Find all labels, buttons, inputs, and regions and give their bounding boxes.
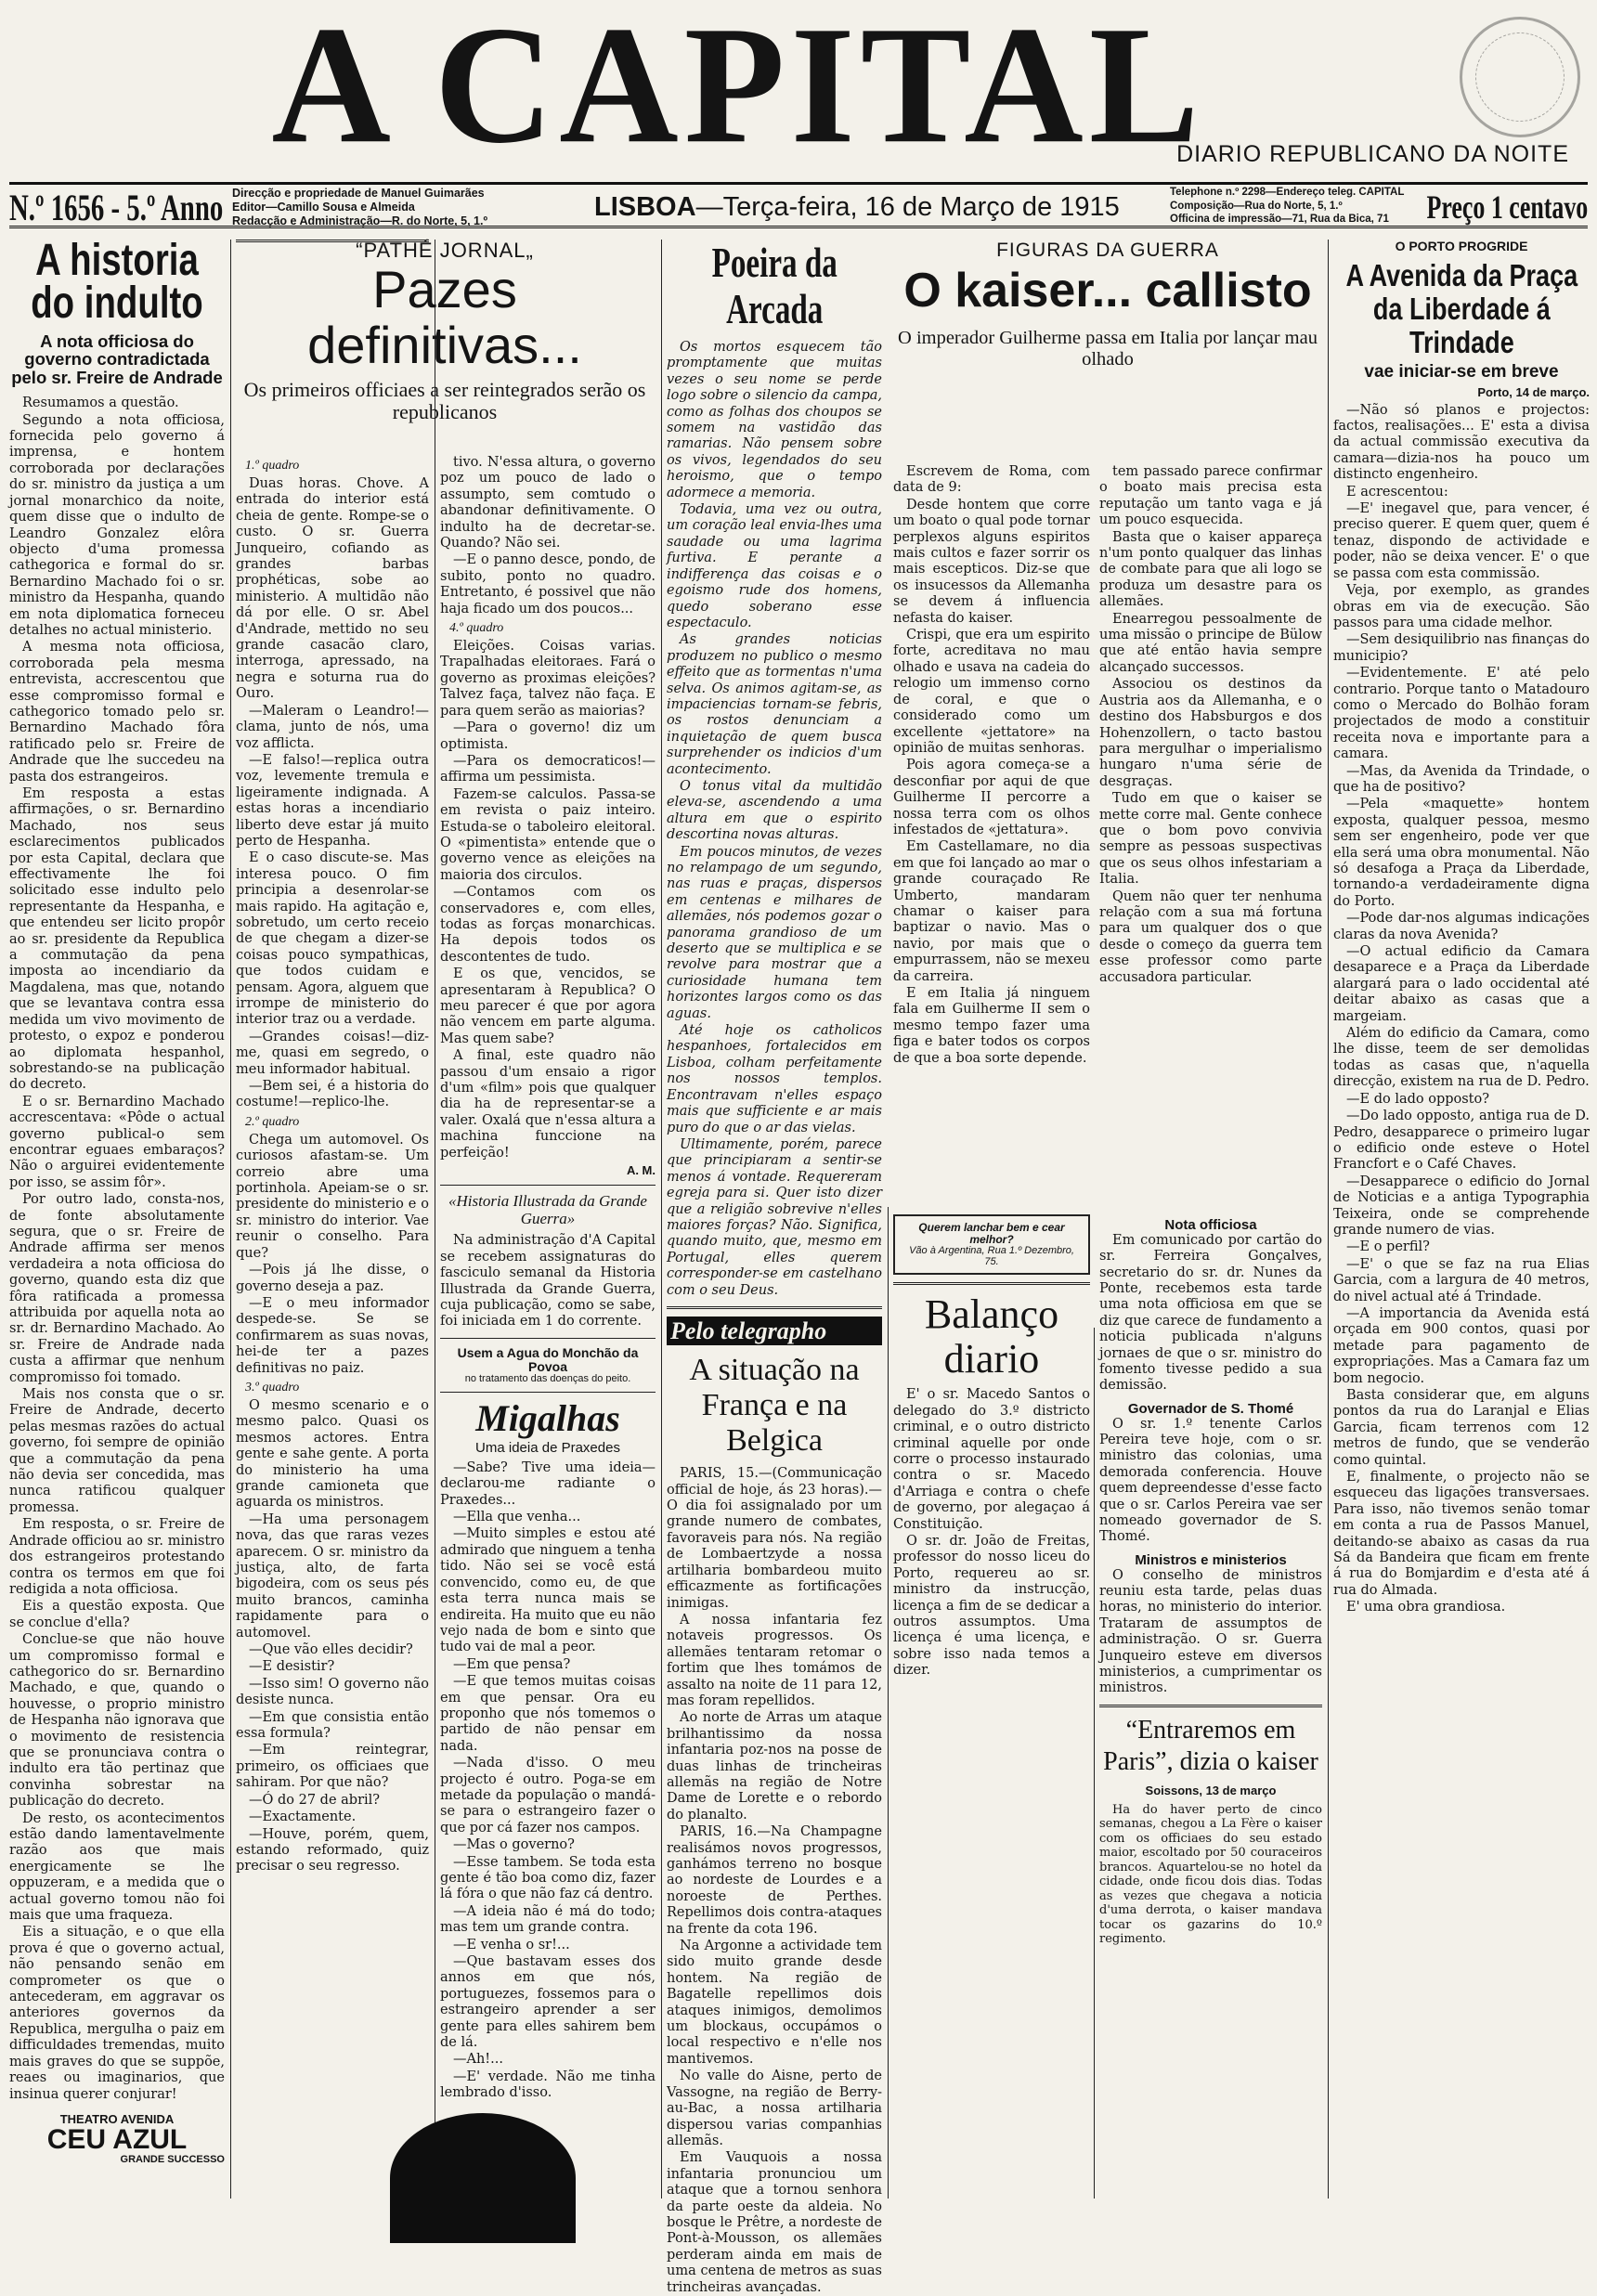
paragraph: Quem não quer ter nenhuma relação com a sua má fortuna para um qualquer dos o que desde o começo da guerra tem esse professor como parte accusadora particular.	[1099, 889, 1322, 985]
article-body	[1099, 464, 1322, 986]
paragraph: —Sem desiquilibrio nas finanças do municipio?	[1333, 632, 1590, 664]
paragraph: —E' o que se faz na rua Elias Garcia, com a largura de 40 metros, do nivel actual até á Trindade.	[1333, 1256, 1590, 1304]
masthead	[0, 0, 1597, 176]
column-rule	[888, 1207, 889, 2199]
kicker: “PATHÉ JORNAL„	[356, 239, 534, 262]
paragraph: Basta considerar que, em alguns pontos da rua do Laranjal e Elias Garcia, ficam terrenos com 12 metros de fundo, que se venderão como quintal.	[1333, 1388, 1590, 1468]
kaiser-body-right	[1099, 464, 1322, 1207]
paragraph: —E venha o sr!...	[453, 1937, 570, 1952]
paragraph: As grandes noticias produzem no publico o mesmo effeito que as tormentas n'uma selva. Os animos agitam-se, as impaciencias tornam-se febris, os rostos denunciam a inquietação de quem busca surprehender os indicios d'um acontecimento.	[667, 632, 882, 777]
deck: vae iniciar-se em breve	[1364, 361, 1559, 382]
paragraph: O mesmo scenario e o mesmo palco. Quasi os mesmos actores. Entra gente e sahe gente. A porta do ministerio ha uma grande camioneta que aguarda os ministros.	[236, 1397, 429, 1511]
paragraph: De resto, os acontecimentos estão dando lamentavelmente razão aos que mais energicamente se lhe oppuzeram, e a medida que o actual governo tomou não foi mais que uma fraqueza.	[9, 1810, 225, 1924]
paragraph: Mais nos consta que o sr. Freire de Andrade, decerto pelas mesmas razões do actual governo, foi sempre de opinião que a commutação da pena não devia ser concedida, mas nunca ratificou qualquer promessa.	[9, 1387, 225, 1515]
article-body	[893, 464, 1090, 1067]
paragraph: O sr. dr. João de Freitas, professor do nosso liceu do Porto, requereu ao sr. ministro da instrucção, licença a fim de se dedicar a outros assumptos. Uma licença é uma licença, e sobre isso nada temos a dizer.	[893, 1534, 1090, 1679]
paragraph: —Em reintegrar, primeiro, os officiaes que sahiram. Por que não?	[236, 1743, 429, 1791]
paragraph: Por outro lado, consta-nos, de fonte absolutamente segura, que o sr. Freire de Andrade affirma ser menos verdadeira a nota officiosa do governo, quando esta diz que fôra ratificada a promessa attribuida por aquella nota ao sr. dr. Bernardino Machado. Ao sr. Freire de Andrade nada custa a affirmar que nenhum compromisso foi tomado.	[9, 1192, 225, 1385]
paragraph: Veja, por exemplo, as grandes obras em via de execução. São passos para uma cidade melhor.	[1333, 583, 1590, 630]
migalhas-headline: Migalhas	[475, 1397, 620, 1440]
paragraph: E o caso discute-se. Mas interesa pouco. O fim principia a desenrolar-se mais rapido. Ha agitação e, sobretudo, um certo receio de que chegam a dizer-se coisas pouco sympathicas, que todos cuidam e pensam. Agora, alguem que irrompe de ministerio do interior traz ou a verdade.	[236, 850, 429, 1028]
paragraph: —O actual edificio da Camara desaparece e a Praça da Liberdade alargará para o lado occidental até deitar abaixo as casas que a margeiam.	[1333, 944, 1590, 1024]
nota-body: Em comunicado por cartão do sr. Ferreira Gonçalves, secretario do sr. dr. Nunes da Ponte, recebemos esta tarde uma nota officiosa em que se diz que carece de fundamento a noticia publicada n'alguns jornaes de que o sr. ministro do fomento tivesse pedido a sua demissão.	[1099, 1232, 1322, 1394]
paragraph: Crispi, que era um espirito forte, acreditava no mau olhado e usava na cadeia do relogio um immenso corno de coral, e que o considerado como um excellente «jettatore» na opinião de muitas senhoras.	[893, 628, 1090, 756]
paragraph: Ao norte de Arras um ataque brilhantissimo da nossa infantaria poz-nos na posse de duas linhas de trincheiras allemãs na região de Notre Dame de Lorette e o rebordo do planalto.	[667, 1710, 882, 1823]
dateline	[594, 192, 1120, 223]
article-pazes-header	[236, 240, 654, 453]
paragraph: —Desapparece o edificio do Jornal de Noticias e a antiga Typographia Teixeira, onde se comprehende grande numero de vias.	[1333, 1174, 1590, 1238]
article-indulto	[9, 236, 225, 2203]
pazes-body-right	[440, 455, 656, 2200]
paragraph: E' uma obra grandiosa.	[1346, 1600, 1506, 1615]
article-kaiser-header	[893, 240, 1322, 462]
dateline: Porto, 14 de março.	[1477, 384, 1590, 399]
divider	[440, 1338, 656, 1339]
paris-body: Ha do haver perto de cinco semanas, chegou a La Fère o kaiser com os officiaes do seu estado maior, escoltado por 50 couraceiros brancos. Aquartelou-se no hotel da cidade, onde ficou dois dias. Todas as vezes que chegava a noticia d'uma derrota, o kaiser mandava tocar os gazarins do 10.º regimento.	[1099, 1802, 1322, 1947]
paragraph: E' o sr. Macedo Santos o delegado do 3.º districto criminal, e o outro districto criminal aquelle por onde corre o processo instaurado contra o sr. Macedo d'Arriaga e contra o chefe de governo, por alegaçao á Constituição.	[893, 1387, 1090, 1532]
telegraph-banner	[667, 1317, 882, 1345]
article-body	[1333, 403, 1590, 1616]
paragraph: E o sr. Bernardino Machado accrescentava: «Pôde o actual governo publical-o sem encontrar eguaes embaraços? Não o arguirei evidentemente por isso, se assim fôr».	[9, 1094, 225, 1190]
directors-block	[232, 187, 529, 228]
paragraph: PARIS, 16.—Na Champagne realisámos novos progressos, ganhámos terreno no bosque ao nordeste de Lourdes e a noroeste de Perthes. Repellimos dois contra-ataques na frente da cota 196.	[667, 1824, 882, 1937]
column-rule	[1094, 1328, 1095, 2199]
war-headline: A situação na França e na Belgica	[689, 1353, 860, 1459]
paragraph: Escrevem de Roma, com data de 9:	[893, 464, 1090, 496]
paragraph: A final, este quadro não passou d'um ensaio a rigor d'um «film» pois que qualquer dia ha de representar-se a valer. Oxalá que n'essa altura a machina funccione na perfeição!	[440, 1048, 656, 1161]
paragraph: E os que, vencidos, se apresentaram à Republica? O meu parecer é que por agora não vencem em parte alguma. Mas quem sabe?	[440, 966, 656, 1046]
paragraph: —Evidentemente. E' até pelo contrario. Porque tanto o Matadouro como o Mercado do Bolhão foram projectados de modo a constituir receita nova e importante para a camara.	[1333, 666, 1590, 762]
signature: A. M.	[626, 1163, 656, 1178]
paragraph: E em Italia já ninguem fala em Guilherme II sem o mesmo tempo fazer uma figa e bater todos os corpos de que a boa sorte depende.	[893, 986, 1090, 1066]
column-rule	[230, 240, 231, 2199]
paris-headline: “Entraremos em Paris”, dizia o kaiser	[1103, 1715, 1318, 1776]
paragraph: Em Castellamare, no dia em que foi lançado ao mar o grande couraçado Re Umberto, mandaram chamar o kaiser para baptizar o navio. Mas o navio, por mais que o empurrassem, não se mexeu da carreira.	[893, 839, 1090, 984]
paragraph: No valle do Aisne, perto de Vassogne, na região de Berry-au-Bac, a nossa artilharia dispersou varias companhias allemãs.	[667, 2069, 882, 2148]
paragraph: Desde hontem que corre um boato o qual pode tornar perplexos alguns espiritos mais cultos e fazer sorrir os mais escepticos. Diz-se que os insucessos da Allemanha se devem á influencia nefasta do kaiser.	[893, 497, 1090, 626]
paragraph: —E' verdade. Não me tinha lembrado d'isso.	[440, 2069, 656, 2101]
ministros-heading: Ministros e ministerios	[1135, 1551, 1287, 1568]
price: Preço 1 centavo	[1426, 188, 1588, 226]
paragraph: Em poucos minutos, de vezes no relampago de um segundo, nas ruas e praças, dispersos em centenas e milhares de allemães, nós podemos gozar o panorama grandioso de um deserto que se multiplica e se revolve para mostrar que a curiosidade humana tem horizontes largos como os das aguas.	[667, 844, 882, 1021]
paragraph: —Que bastavam esses dos annos em que nós, portuguezes, fossemos para o estrangeiro aprender a ser gente para elles sahirem bem de lá.	[440, 1954, 656, 2051]
paragraph: —Não só planos e projectos: factos, realisações... E' esta a divisa da actual commissão executiva da camara—dizia-nos ha pouco um distincto engenheiro.	[1333, 402, 1590, 483]
dateline-date: —Terça-feira, 16 de Março de 1915	[695, 192, 1120, 222]
paris-dateline: Soissons, 13 de março	[1145, 1783, 1277, 1797]
paragraph: Em resposta a estas affirmações, o sr. Bernardino Machado, nos seus esclarecimentos publicados por esta Capital, declara que effectivamente lhe foi solicitado esse indulto pelo representante da Hespanha, e que entendeu ser licito propôr ao sr. presidente da Republica a commutação da pena imposta ao incendiario da Magdalena, mas que, notando que se levantava contra essa medida um vivo movimento de protesto, o expoz e ponderou ao diplomata hespanhol, sobrestando-se na publicação do decreto.	[9, 786, 225, 1093]
thome-body: O sr. 1.º tenente Carlos Pereira teve hoje, com o sr. ministro das colonias, uma demorada conferencia. Houve quem depreendesse d'esse facto que o sr. Carlos Pereira vae ser nomeado governador de S. Thomé.	[1099, 1416, 1322, 1545]
office-line: Redacção e Administração—R. do Norte, 5, 1.º	[232, 214, 488, 227]
paragraph: —E o panno desce, pondo, de subito, ponto no quadro. Entretanto, é possivel que não haja ficado um dos poucos...	[440, 552, 656, 616]
paragraph: —Do lado opposto, antiga rua de D. Pedro, desapparece o primeiro lugar o edificio onde esteve o Hotel Francfort e o Café Chaves.	[1333, 1109, 1590, 1173]
divider	[667, 1306, 882, 1309]
article-body	[236, 459, 429, 1875]
paragraph: —Que vão elles decidir?	[249, 1642, 413, 1658]
paragraph: —E falso!—replica outra voz, levemente tremula e ligeiramente indignada. A estas horas a incendiario liberto deve estar já muito perto de Hespanha.	[236, 752, 429, 849]
ad-play-name: CEU AZUL	[46, 2123, 188, 2155]
divider	[440, 1185, 656, 1186]
paragraph: Até hoje os catholicos hespanhoes, fortalecidos em Lisboa, colham perfeitamente nos nossos templos. Encontravam n'elles espaço mais que sufficiente e ar mais puro do que o ar das vielas.	[667, 1023, 882, 1135]
article-poeira	[667, 239, 882, 2295]
kaiser-body-left	[893, 464, 1090, 1207]
paragraph: Conclue-se que não houve um compromisso formal e cathegorico do sr. Bernardino Machado, e que, quando o houvesse, o proprio ministro de Hespanha não ignorava que o movimento de resistencia que se pronunciava contra o indulto era tão pertinaz que convinha sobrestar na publicação do decreto.	[9, 1632, 225, 1810]
article-body	[667, 340, 882, 1299]
section-subheading: 4.º quadro	[449, 621, 504, 636]
ink-blot-icon	[390, 2113, 576, 2243]
paragraph: —Mas, da Avenida da Trindade, o que ha de positivo?	[1333, 763, 1590, 795]
printing-line: Officina de impressão—71, Rua da Bica, 71	[1170, 214, 1389, 225]
paragraph: —Muito simples e estou até admirado que ninguem a tenha tido. Não sei se você está convencido, como eu, de que esta terra nunca mais se endireita. Ha muito que eu não vejo nada de bom e sinto que tudo vai de mal a peor.	[440, 1526, 656, 1655]
paragraph: —Ah!...	[453, 2052, 503, 2068]
ad-tagline: GRANDE SUCCESSO	[120, 2153, 225, 2165]
kaiser-lower-right	[1099, 1214, 1322, 2199]
paragraph: Enearregou pessoalmente de uma missão o principe de Bülow que até então havia sempre alcançado successos.	[1099, 611, 1322, 675]
paragraph: —A ideia não é má do todo; mas tem um grande contra.	[440, 1903, 656, 1936]
paragraph: PARIS, 15.—(Communicação official de hoje, ás 23 horas).—O dia foi assignalado por um grande numero de combates, favoraveis para nós. Na região de Lombaertzyde a nossa artilharia bombardeou muito efficazmente as fortificações inimigas.	[667, 1466, 882, 1611]
deck: A nota officiosa do governo contradictada pelo sr. Freire de Andrade	[11, 331, 223, 387]
paragraph: —Pela «maquette» hontem exposta, qualquer pessoa, mesmo sem ser engenheiro, pode ver que ella será uma obra monumental. Não só desafoga a Praça da Liberdade, tornando-a verdadeiramente digna do Porto.	[1333, 797, 1590, 909]
paragraph: Duas horas. Chove. A entrada do interior está cheia de gente. Rompe-se o custo. O sr. Guerra Junqueiro, cofiando as grandes barbas prophéticas, sobe ao ministerio. A multidão não dá por elle. O sr. Abel d'Andrade, mettido no seu grande casacão claro, interroga, apressado, na negra e soturna rua do Ouro.	[236, 476, 429, 702]
section-subheading: 2.º quadro	[245, 1114, 300, 1129]
divider	[1099, 1705, 1322, 1707]
paragraph: —Mas o governo?	[453, 1837, 575, 1853]
paragraph: —E' inegavel que, para vencer, é preciso querer. E quem quer, quem é tenaz, dispondo de actividade e poder, não se deixa vencer. E' o que se passa com esta commissão.	[1333, 501, 1590, 581]
article-body	[9, 396, 225, 2103]
info-bar	[9, 182, 1588, 228]
paragraph: —Maleram o Leandro!—clama, junto de nós, uma voz afflicta.	[236, 703, 429, 751]
headline: Pazes definitivas...	[307, 260, 582, 375]
paragraph: —E do lado opposto?	[1346, 1091, 1490, 1107]
composition-line: Composição—Rua do Norte, 5, 1.º	[1170, 200, 1343, 212]
paragraph: Além do edificio da Camara, como lhe disse, teem de ser demolidas todas as casas que, n'aquella direcção, existem na rua de D. Pedro.	[1333, 1026, 1590, 1090]
column-rule	[661, 240, 662, 2199]
paragraph: Associou os destinos da Austria aos da Allemanha, e o destino dos Habsburgos e dos Hohenzollern, o tacto bastou para mergulhar o imperialismo hungaro n'uma série de desgraças.	[1099, 677, 1322, 789]
section-subheading: 1.º quadro	[245, 459, 300, 473]
editor-line: Editor—Camillo Sousa e Almeida	[232, 201, 415, 214]
war-body	[667, 1466, 882, 2296]
paragraph: Basta que o kaiser appareça n'um ponto qualquer das linhas de combate para que ali logo se produza um desastre para os allemães.	[1099, 529, 1322, 610]
director-line: Direcção e propriedade de Manuel Guimarães	[232, 187, 485, 200]
section-subheading: 3.º quadro	[245, 1380, 300, 1394]
paragraph: Todavia, uma vez ou outra, um coração leal envia-lhes uma saudade ou uma lagrima furtiva. E perante a indifferença das coisas e o egoismo rude dos homens, quedo soberano esse espectaculo.	[667, 502, 882, 630]
ad-venue: THEATRO AVENIDA	[59, 2111, 175, 2126]
paragraph: Eis a situação, e o que ella prova é que o governo actual, não pensando senão em comprometer os que o antecederam, em aggravar os anteriores governos da Republica, mergulha o paiz em difficuldades tremendas, muito mais graves do que se suppõe, reaes ou imaginarios, que insinua querer conjurar!	[9, 1925, 225, 2102]
paragraph: —Houve, porém, quem, estando reformado, quiz precisar o seu regresso.	[236, 1826, 429, 1874]
historia-body: Na administração d'A Capital se recebem assignaturas do fasciculo semanal da Historia Illustrada da Grande Guerra, cuja publicação, como se sabe, foi iniciada em 1 do corrente.	[440, 1233, 656, 1330]
paragraph: Em resposta, o sr. Freire de Andrade officiou ao sr. ministro dos estrangeiros protestando contra os termos em que foi redigida a nota officiosa.	[9, 1517, 225, 1597]
ad-question: Querem lanchar bem e cear melhor?	[918, 1221, 1065, 1246]
newspaper-subtitle: DIARIO REPUBLICANO DA NOITE	[1176, 141, 1569, 167]
paragraph: tem passado parece confirmar o boato mais precisa esta reputação um tanto vaga e já um pouco esquecida.	[1099, 464, 1322, 528]
paragraph: Pois agora começa-se a desconfiar por aqui de que Guilherme II percorre a nossa terra com os olhos infestados de «jettatura».	[893, 758, 1090, 837]
headline: A Avenida da Praça da Liberdade á Trindade	[1345, 257, 1578, 359]
paragraph: —Em que consistia então essa formula?	[236, 1709, 429, 1742]
column-rule	[1328, 240, 1329, 2199]
paragraph: Eleições. Coisas varias. Trapalhadas eleitoraes. Fará o governo as proximas eleições? Talvez faça, talvez não faça. E para quem serão as maiorias?	[440, 639, 656, 719]
ministros-body: O conselho de ministros reuniu esta tarde, pelas duas horas, no ministerio do interior. Trataram de assumptos de administração. O sr. Guerra Junqueiro esteve em diversos ministerios, a cumprimentar os ministros.	[1099, 1567, 1322, 1696]
headline: Poeira da Arcada	[711, 239, 837, 332]
divider	[440, 1392, 656, 1393]
paragraph: Eis a questão exposta. Que se conclue d'ella?	[9, 1599, 225, 1630]
paragraph: Na Argonne a actividade tem sido muito grande desde hontem. Na região de Bagatelle repellimos dois ataques inimigos, demolimos um blockaus, occupámos o local respectivo e n'elle nos mantivemos.	[667, 1939, 882, 2067]
headline: A historia do indulto	[31, 236, 203, 328]
paragraph: Segundo a nota officiosa, fornecida pelo governo á imprensa, e hontem corroborada por declarações do sr. ministro da justiça a um jornal monarchico da noite, quem disse que o indulto de Leandro Gonzalez elôra objecto d'uma promessa cathegorica e formal do sr. Bernardino Machado foi o sr. ministro da Hespanha, quando em nota diplomatica forneceu detalhes no actual ministerio.	[9, 412, 225, 638]
paragraph: —Ó do 27 de abril?	[249, 1792, 381, 1808]
migalhas-subhead: Uma ideia de Praxedes	[475, 1440, 620, 1457]
paragraph: E acrescentou:	[1346, 484, 1448, 499]
agua-ad-title: Usem a Agua do Monchão da Povoa	[457, 1344, 639, 1374]
paragraph: —Sabe? Tive uma ideia—declarou-me radiante o Praxedes...	[440, 1459, 656, 1508]
kaiser-lower-left	[893, 1214, 1090, 2199]
divider	[893, 1282, 1090, 1285]
balanco-body	[893, 1387, 1090, 1679]
paragraph: —Bem sei, é a historia do costume!—replico-lhe.	[236, 1079, 429, 1110]
balanco-headline: Balanço diario	[924, 1291, 1059, 1382]
pazes-body-left	[236, 455, 429, 2200]
theatre-ad	[9, 2112, 225, 2165]
paragraph: —Pois já lhe disse, o governo deseja a paz.	[236, 1263, 429, 1294]
paragraph: —E desistir?	[249, 1659, 335, 1675]
kicker: O PORTO PROGRIDE	[1395, 239, 1528, 253]
article-body	[440, 455, 656, 1161]
restaurant-ad	[893, 1214, 1090, 1275]
paragraph: —Grandes coisas!—diz-me, quasi em segredo, o meu informador habitual.	[236, 1029, 429, 1077]
paragraph: —Isso sim! O governo não desiste nunca.	[236, 1676, 429, 1708]
paragraph: Chega um automovel. Os curiosos afastam-se. Um correio abre uma portinhola. Apeiam-se o sr. presidente do ministerio e o sr. ministro do interior. Vae reunir o conselho. Para que?	[236, 1132, 429, 1261]
paragraph: —Contamos com os conservadores e, com elles, todas as forças monarchicas. Ha depois todos os descontentes de tudo.	[440, 885, 656, 965]
paragraph: A mesma nota officiosa, corroborada pela mesma entrevista, accrescentou que esse compromisso formal e cathegorico tomado pelo sr. Bernardino Machado fôra ratificado pelo sr. Freire de Andrade que lhe succedeu na pasta dos estrangeiros.	[9, 640, 225, 785]
historia-heading: «Historia Illustrada da Grande Guerra»	[448, 1192, 647, 1227]
paragraph: —Exactamente.	[249, 1810, 357, 1825]
paragraph: —Pode dar-nos algumas indicações claras da nova Avenida?	[1333, 911, 1590, 942]
deck: O imperador Guilherme passa em Italia por lançar mau olhado	[898, 328, 1318, 370]
ad-address: Vão à Argentina, Rua 1.º Dezembro, 75.	[909, 1245, 1074, 1268]
issue-number: N.º 1656 - 5.º Anno	[9, 187, 224, 228]
paragraph: Resumamos a questão.	[22, 396, 179, 411]
paragraph: —E o meu informador despede-se. Se se confirmarem as suas novas, hei-de ter a pazes definitivas no paiz.	[236, 1295, 429, 1376]
paragraph: Tudo em que o kaiser se mette corre mal. Gente conhece que o bom povo convivia sempre as pessoas suspectivas que os seus olhos infestariam a Italia.	[1099, 791, 1322, 888]
thome-heading: Governador de S. Thomé	[1127, 1400, 1294, 1417]
paragraph: O tonus vital da multidão eleva-se, ascendendo a uma altura em que o espirito descortina novas alturas.	[667, 778, 882, 843]
agua-ad-sub: no tratamento das doenças do peito.	[464, 1373, 631, 1385]
paragraph: —Para o governo! diz um optimista.	[440, 720, 656, 752]
paragraph: —A importancia da Avenida está orçada em 900 contos, quasi por metade para pagamento de expropriações. Mas a Camara faz um bom negocio.	[1333, 1305, 1590, 1386]
paragraph: —Nada d'isso. O meu projecto é outro. Poga-se em metade da população o mandá-se para o estrangeiro fazer o que por cá fazer nos campos.	[440, 1756, 656, 1836]
paragraph: —Em que pensa?	[453, 1656, 571, 1672]
deck: Os primeiros officiaes a ser reintegrados serão os republicanos	[243, 378, 646, 424]
paragraph: E, finalmente, o projecto não se esqueceu das ligações transversaes. Para isso, não tivemos senão tomar em conta a rua de Passos Manuel, deitando-se abaixo as casas da rua Sá da Bandeira que ficam em frente á rua do Bomjardim e d'esta até á rua do Almada.	[1333, 1470, 1590, 1598]
paragraph: Os mortos esquecem tão promptamente que muitas vezes o seu nome se perde logo sobre o silencio da campa, como as folhas dos choupos se somem na vastidão das ramarias. Não pensem sobre os vivos, legendados do seu heroismo, que o tempo adormece a memoria.	[667, 340, 882, 500]
paragraph: —Ella que venha...	[453, 1510, 581, 1525]
paragraph: —Ha uma personagem nova, das que raras vezes aparecem. O sr. ministro da justiça, alto, de farta bigodeira, com os seus pés muito brancos, caminha rapidamente para o automovel.	[236, 1511, 429, 1641]
kicker: FIGURAS DA GUERRA	[996, 240, 1219, 261]
paragraph: A nossa infantaria fez notaveis progressos. Os allemães tentaram retomar o fortim que lhes tomámos de assalto na noite de 11 para 12, mas foram repellidos.	[667, 1612, 882, 1708]
library-stamp-icon	[1450, 7, 1591, 148]
paragraph: —E o perfil?	[1346, 1239, 1430, 1255]
article-avenida	[1333, 240, 1590, 2203]
paragraph: —Esse tambem. Se toda esta gente é tão boa como diz, fazer lá fóra o que não faz cá dentro.	[440, 1854, 656, 1902]
paragraph: tivo. N'essa altura, o governo poz um pouco de lado o assumpto, sem comtudo o abandonar definitivamente. O indulto ha de decretar-se. Quando? Não sei.	[440, 455, 656, 551]
telegraph-title: Pelo telegrapho	[670, 1317, 827, 1344]
paragraph: Fazem-se calculos. Passa-se em revista o paiz inteiro. Estuda-se o taboleiro eleitoral. O «pimentista» entende que o governo vence as eleições na maioria dos circulos.	[440, 786, 656, 883]
paragraph: Em Vauquois a nossa infantaria pronunciou um ataque que a tornou senhora da parte oeste da aldeia. No bosque le Prêtre, a nordeste de Pont-à-Mousson, os allemães perderam ainda em mais de uma centena de metros as suas trincheiras avançadas.	[667, 2150, 882, 2295]
headline: O kaiser... callisto	[903, 264, 1312, 318]
paragraph: Ultimamente, porém, parece que principiaram a sentir-se menos á vontade. Requereram egreja para si. Quer isto dizer que a religião sobrevive n'elles maiores forças? Não. Significa, quando muito, que, mesmo em Portugal, elles querem corresponder-se em castelhano com o seu Deus.	[667, 1136, 882, 1298]
telephone-line: Telephone n.º 2298—Endereço teleg. CAPITAL	[1170, 187, 1405, 198]
paragraph: —Para os democraticos!—affirma um pessimista.	[440, 753, 656, 785]
dateline-city: LISBOA	[594, 192, 696, 222]
migalhas-body	[440, 1460, 656, 2102]
newspaper-title: A CAPITAL	[271, 0, 1205, 178]
nota-heading: Nota officiosa	[1164, 1217, 1257, 1233]
stamp-ring-icon	[1468, 25, 1571, 128]
paragraph: —E que temos muitas coisas em que pensar. Ora eu proponho que nós tomemos o partido de não pensar em nada.	[440, 1674, 656, 1754]
